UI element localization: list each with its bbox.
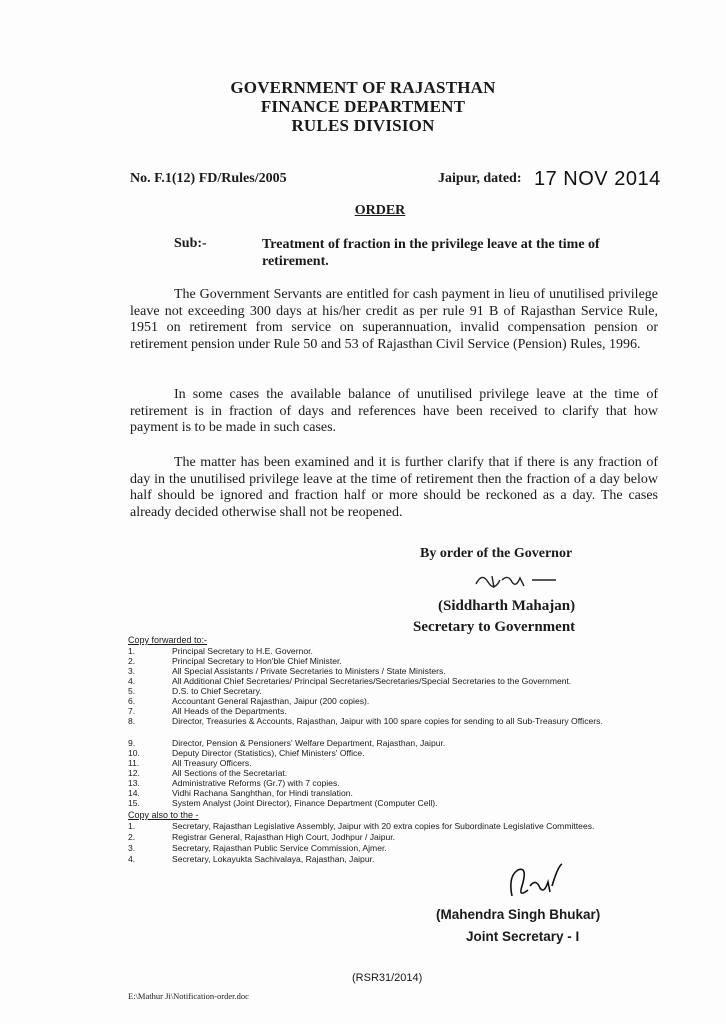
- item-text: Principal Secretary to H.E. Governor.: [172, 646, 313, 656]
- item-text: Director, Treasuries & Accounts, Rajasthan, Jaipur with 100 spare copies for sending to all Sub-Treasury Officers.: [172, 716, 603, 726]
- item-text: All Additional Chief Secretaries/ Principal Secretaries/Secretaries/Special Secretaries to the Government.: [172, 676, 572, 686]
- order-title: ORDER: [354, 203, 406, 218]
- item-text: All Special Assistants / Private Secretaries to Ministers / State Ministers.: [172, 666, 446, 676]
- item-number: 3.: [128, 843, 136, 853]
- item-text: Vidhi Rachana Sanghthan, for Hindi translation.: [172, 788, 353, 798]
- item-text: Director, Pension & Pensioners' Welfare Department, Rajasthan, Jaipur.: [172, 738, 446, 748]
- item-text: Secretary, Lokayukta Sachivalaya, Rajasthan, Jaipur.: [172, 854, 375, 864]
- item-number: 6.: [128, 696, 136, 706]
- item-text: Secretary, Rajasthan Legislative Assembly, Jaipur with 20 extra copies for Subordinate Legislative Committees.: [172, 821, 595, 831]
- item-number: 13.: [128, 778, 140, 788]
- header-line-department: FINANCE DEPARTMENT: [260, 97, 466, 116]
- order-number: No. F.1(12) FD/Rules/2005: [130, 171, 287, 186]
- copy-forwarded-label: Copy forwarded to:-: [128, 635, 208, 645]
- list-item: [0, 843, 726, 853]
- item-text: Administrative Reforms (Gr.7) with 7 copies.: [172, 778, 340, 788]
- item-number: 1.: [128, 646, 136, 656]
- list-item: [0, 821, 726, 831]
- copy-also-label: Copy also to the -: [128, 810, 199, 820]
- item-text: All Treasury Officers.: [172, 758, 252, 768]
- signatory-designation: Secretary to Government: [413, 619, 576, 635]
- item-number: 2.: [128, 656, 136, 666]
- item-number: 5.: [128, 686, 136, 696]
- list-item: [0, 832, 726, 842]
- item-text: Principal Secretary to Hon'ble Chief Minister.: [172, 656, 342, 666]
- footer-code: (RSR31/2014): [352, 972, 423, 984]
- paragraph-1: The Government Servants are entitled for cash payment in lieu of unutilised privilege leave not exceeding 300 days at his/her credit as per rule 91 B of Rajasthan Service Rule, 1951 on retirement from service on superannuation, invalid compensation pension or retirement pension under Rule 50 and 53 of Rajasthan Civil Service (Pension) Rules, 1996.: [130, 287, 658, 352]
- item-text: Deputy Director (Statistics), Chief Ministers' Office.: [172, 748, 365, 758]
- date-stamp: 17 NOV 2014: [534, 168, 661, 190]
- item-number: 3.: [128, 666, 136, 676]
- signature-secretary: [472, 566, 562, 596]
- item-text: D.S. to Chief Secretary.: [172, 686, 262, 696]
- item-number: 12.: [128, 768, 140, 778]
- item-number: 11.: [128, 758, 140, 768]
- list-item: [0, 666, 726, 676]
- item-text: All Heads of the Departments.: [172, 706, 287, 716]
- item-text: Accountant General Rajasthan, Jaipur (200 copies).: [172, 696, 370, 706]
- paragraph-2: In some cases the available balance of unutilised privilege leave at the time of retirement is in fraction of days and references have been received to clarify that how payment is to be made in such cases.: [130, 387, 658, 436]
- subject-label: Sub:-: [174, 236, 207, 251]
- item-number: 4.: [128, 676, 136, 686]
- item-text: Secretary, Rajasthan Public Service Commission, Ajmer.: [172, 843, 387, 853]
- item-number: 9.: [128, 738, 136, 748]
- list-item: [0, 696, 726, 706]
- item-number: 14.: [128, 788, 140, 798]
- list-item: [0, 656, 726, 666]
- item-number: 4.: [128, 854, 136, 864]
- list-item: [0, 676, 726, 686]
- joint-secretary-name: (Mahendra Singh Bhukar): [436, 907, 601, 922]
- signature-joint-secretary: [504, 856, 574, 906]
- item-number: 7.: [128, 706, 136, 716]
- list-item: [0, 686, 726, 696]
- joint-secretary-designation: Joint Secretary - I: [466, 929, 580, 944]
- list-item: [0, 854, 726, 864]
- place-dated-label: Jaipur, dated:: [438, 171, 522, 186]
- item-number: 8.: [128, 716, 136, 726]
- list-item: [0, 738, 726, 748]
- by-order-text: By order of the Governor: [420, 546, 573, 561]
- list-item: [0, 798, 726, 808]
- item-text: All Sections of the Secretariat.: [172, 768, 288, 778]
- list-item: [0, 778, 726, 788]
- list-item: [0, 706, 726, 716]
- subject-text: Treatment of fraction in the privilege leave at the time of retirement.: [262, 237, 600, 269]
- list-item: [0, 768, 726, 778]
- item-text: Registrar General, Rajasthan High Court, Jodhpur / Jaipur.: [172, 832, 396, 842]
- footer-file-path: E:\Mathur Ji\Notification-order.doc: [128, 991, 249, 1001]
- item-text: System Analyst (Joint Director), Finance Department (Computer Cell).: [172, 798, 438, 808]
- list-item: [0, 716, 726, 736]
- list-item: [0, 646, 726, 656]
- list-item: [0, 748, 726, 758]
- item-number: 1.: [128, 821, 136, 831]
- list-item: [0, 788, 726, 798]
- header-line-government: GOVERNMENT OF RAJASTHAN: [230, 78, 496, 97]
- signatory-name: (Siddharth Mahajan): [438, 598, 576, 614]
- header-line-division: RULES DIVISION: [291, 116, 435, 135]
- paragraph-3: The matter has been examined and it is further clarify that if there is any fraction of day in the unutilised privilege leave at the time of retirement then the fraction of a day below half should be ignored and fraction half or more should be reckoned as a day. The cases already decided otherwise shall not be reopened.: [130, 455, 658, 520]
- list-item: [0, 758, 726, 768]
- item-number: 10.: [128, 748, 140, 758]
- item-number: 15.: [128, 798, 140, 808]
- item-number: 2.: [128, 832, 136, 842]
